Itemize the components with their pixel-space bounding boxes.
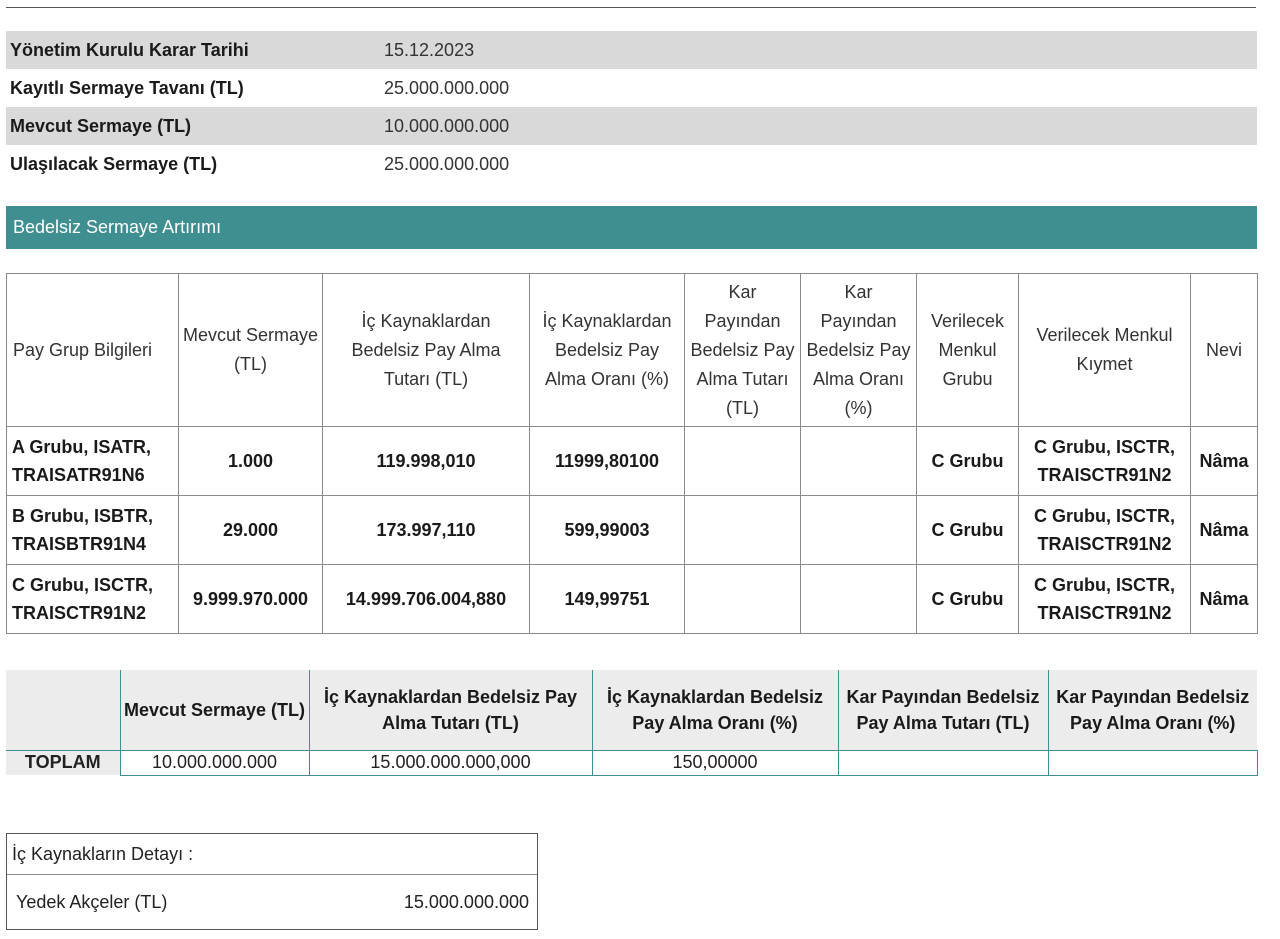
column-header: İç Kaynaklardan Bedelsiz Pay Alma Tutarı (TL)	[309, 670, 592, 750]
table-cell: Nâma	[1191, 496, 1258, 565]
share-group-table	[6, 273, 1258, 634]
table-cell	[685, 496, 801, 565]
column-header: Kar Payından Bedelsiz Pay Alma Oranı (%)	[801, 274, 917, 427]
column-header: İç Kaynaklardan Bedelsiz Pay Alma Oranı (%)	[530, 274, 685, 427]
column-header	[6, 670, 120, 750]
table-cell: C Grubu	[917, 427, 1019, 496]
table-cell: 11999,80100	[530, 427, 685, 496]
top-divider	[6, 7, 1256, 8]
table-cell: 15.000.000.000,000	[309, 750, 592, 775]
table-cell: C Grubu	[917, 496, 1019, 565]
detail-row	[7, 875, 537, 930]
table-row	[7, 496, 1258, 565]
table-cell: 119.998,010	[323, 427, 530, 496]
column-header: Pay Grup Bilgileri	[7, 274, 179, 427]
table-cell	[1048, 750, 1257, 775]
table-cell: Nâma	[1191, 565, 1258, 634]
column-header: Verilecek Menkul Kıymet	[1019, 274, 1191, 427]
total-table	[6, 670, 1258, 776]
table-cell: 173.997,110	[323, 496, 530, 565]
decision-info-table	[6, 31, 1257, 183]
table-cell	[801, 496, 917, 565]
table-row	[7, 565, 1258, 634]
table-cell	[685, 565, 801, 634]
table-cell: C Grubu, ISCTR, TRAISCTR91N2	[7, 565, 179, 634]
info-label: Ulaşılacak Sermaye (TL)	[10, 153, 218, 174]
table-cell: 29.000	[179, 496, 323, 565]
column-header: İç Kaynaklardan Bedelsiz Pay Alma Oranı (%)	[592, 670, 838, 750]
column-header: Verilecek Menkul Grubu	[917, 274, 1019, 427]
table-cell	[685, 427, 801, 496]
detail-label: Yedek Akçeler (TL)	[16, 892, 168, 912]
table-cell: 1.000	[179, 427, 323, 496]
table-cell: A Grubu, ISATR, TRAISATR91N6	[7, 427, 179, 496]
info-row-decision-date	[6, 31, 1257, 69]
info-label: Kayıtlı Sermaye Tavanı (TL)	[10, 77, 244, 98]
column-header: Kar Payından Bedelsiz Pay Alma Tutarı (TL)	[685, 274, 801, 427]
detail-title: İç Kaynakların Detayı :	[7, 834, 537, 875]
table-cell: 14.999.706.004,880	[323, 565, 530, 634]
table-cell	[801, 427, 917, 496]
info-value: 15.12.2023	[384, 39, 475, 60]
section-header: Bedelsiz Sermaye Artırımı	[6, 206, 1257, 249]
detail-value: 15.000.000.000	[403, 892, 529, 912]
table-cell: 10.000.000.000	[120, 750, 309, 775]
table-cell	[838, 750, 1048, 775]
info-row-target-capital	[6, 145, 1257, 183]
total-header-row	[6, 670, 1257, 750]
table-cell: Nâma	[1191, 427, 1258, 496]
table-header-row	[7, 274, 1258, 427]
table-row	[7, 427, 1258, 496]
total-label: TOPLAM	[6, 750, 120, 775]
column-header: Mevcut Sermaye (TL)	[120, 670, 309, 750]
column-header: Nevi	[1191, 274, 1258, 427]
column-header: Kar Payından Bedelsiz Pay Alma Tutarı (TL)	[838, 670, 1048, 750]
info-value: 10.000.000.000	[384, 115, 510, 136]
table-cell: 599,99003	[530, 496, 685, 565]
table-cell: C Grubu, ISCTR, TRAISCTR91N2	[1019, 565, 1191, 634]
internal-resources-detail	[6, 833, 538, 930]
info-row-registered-capital-ceiling	[6, 69, 1257, 107]
table-cell: C Grubu, ISCTR, TRAISCTR91N2	[1019, 427, 1191, 496]
column-header: Kar Payından Bedelsiz Pay Alma Oranı (%)	[1048, 670, 1257, 750]
table-cell	[801, 565, 917, 634]
table-cell: 150,00000	[592, 750, 838, 775]
info-label: Yönetim Kurulu Karar Tarihi	[10, 39, 249, 60]
table-cell: B Grubu, ISBTR, TRAISBTR91N4	[7, 496, 179, 565]
table-cell: C Grubu, ISCTR, TRAISCTR91N2	[1019, 496, 1191, 565]
info-label: Mevcut Sermaye (TL)	[10, 115, 192, 136]
table-cell: 149,99751	[530, 565, 685, 634]
info-row-current-capital	[6, 107, 1257, 145]
table-cell: C Grubu	[917, 565, 1019, 634]
info-value: 25.000.000.000	[384, 153, 510, 174]
column-header: İç Kaynaklardan Bedelsiz Pay Alma Tutarı (TL)	[323, 274, 530, 427]
column-header: Mevcut Sermaye (TL)	[179, 274, 323, 427]
total-row	[6, 750, 1257, 775]
table-cell: 9.999.970.000	[179, 565, 323, 634]
info-value: 25.000.000.000	[384, 77, 510, 98]
